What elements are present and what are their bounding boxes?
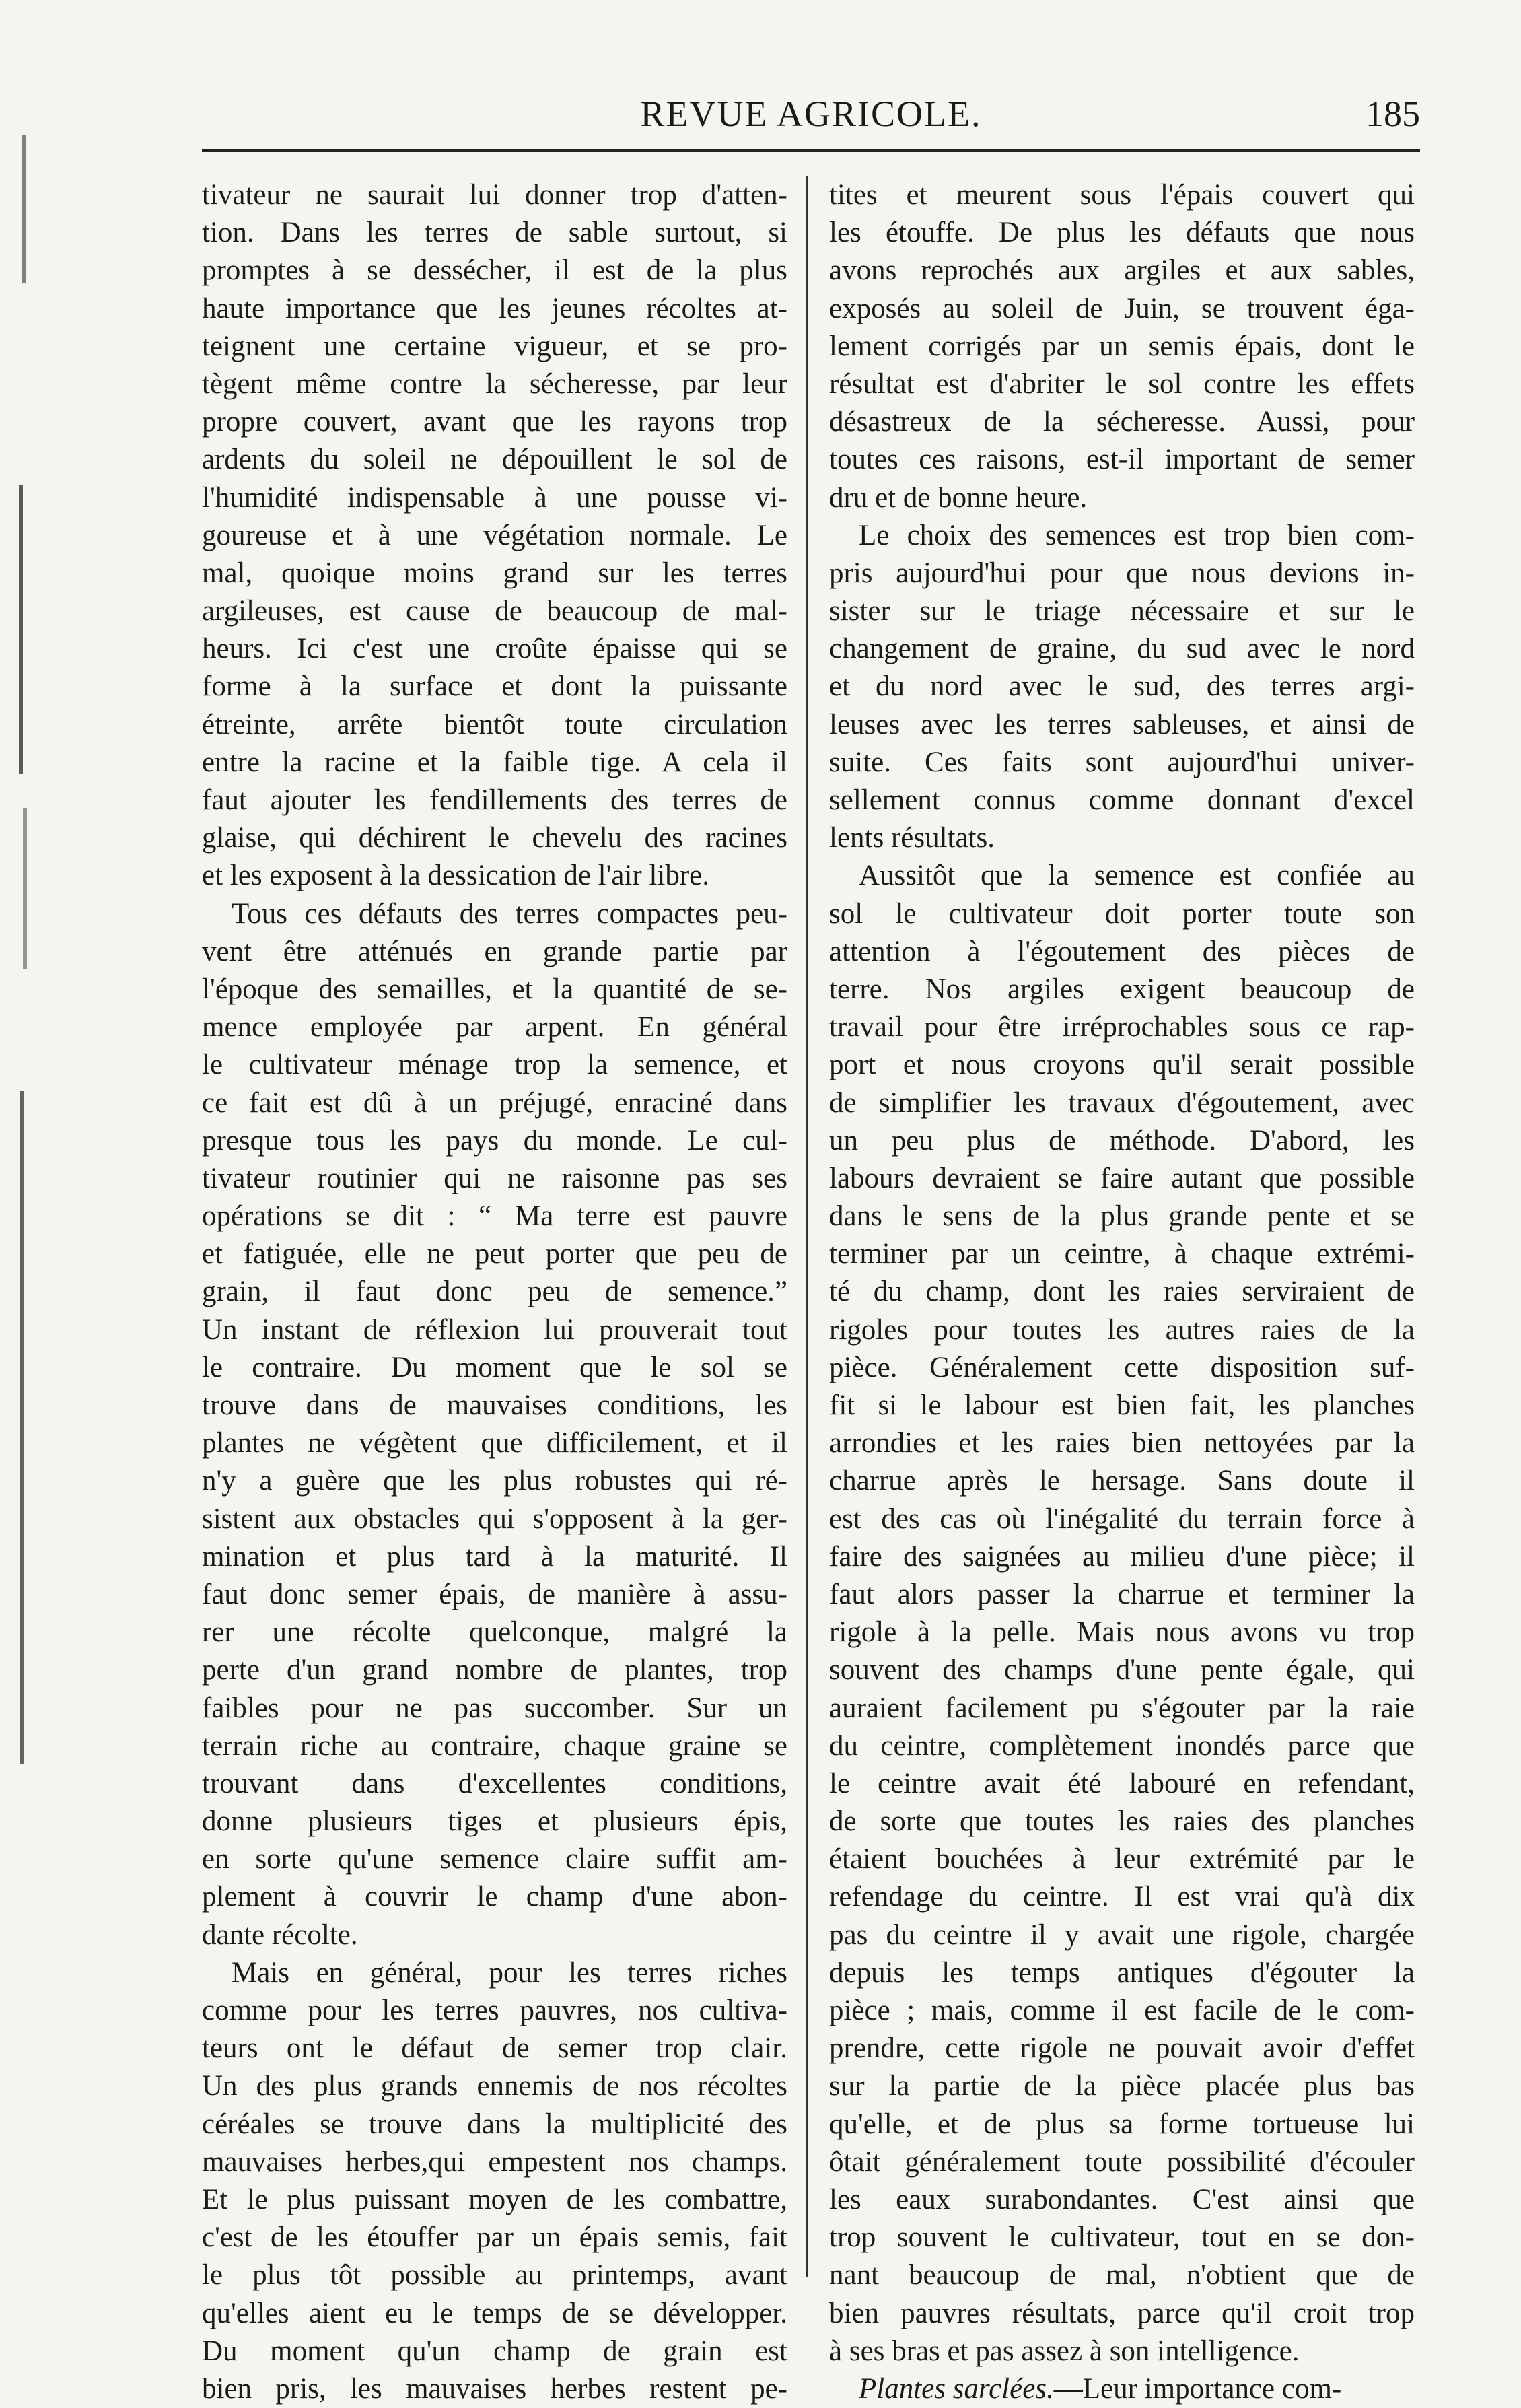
text-line: le plus tôt possible au printemps, avant <box>202 2259 787 2292</box>
text-line: plement à couvrir le champ d'une abon- <box>202 1881 787 1913</box>
text-line: de simplifier les travaux d'égoutement, avec <box>829 1087 1415 1119</box>
text-line: les eaux surabondantes. C'est ainsi que <box>829 2183 1415 2215</box>
text-line: plantes ne végètent que difficilement, et il <box>202 1427 787 1459</box>
text-line: port et nous croyons qu'il serait possible <box>829 1049 1415 1081</box>
text-line: trouvant dans d'excellentes conditions, <box>202 1767 787 1799</box>
text-line: et les exposent à la dessication de l'air libre. <box>202 860 710 892</box>
text-line: l'humidité indispensable à une pousse vi- <box>202 481 787 514</box>
text-line: bien pris, les mauvaises herbes restent pe- <box>202 2372 787 2405</box>
text-line: Le choix des semences est trop bien com- <box>859 519 1415 551</box>
text-line: en sorte qu'une semence claire suffit am- <box>202 1843 787 1876</box>
text-line: goureuse et à une végétation normale. Le <box>202 519 787 551</box>
text-line: ce fait est dû à un préjugé, enraciné dans <box>202 1087 787 1119</box>
text-line: ardents du soleil ne dépouillent le sol de <box>202 444 787 476</box>
text-line: sellement connus comme donnant d'excel <box>829 784 1415 816</box>
text-line: le cultivateur ménage trop la semence, et <box>202 1049 787 1081</box>
text-line: donne plusieurs tiges et plusieurs épis, <box>202 1805 787 1838</box>
text-line: les étouffe. De plus les défauts que nous <box>829 217 1415 249</box>
text-line: heurs. Ici c'est une croûte épaisse qui se <box>202 633 787 665</box>
text-line: exposés au soleil de Juin, se trouvent éga- <box>829 292 1415 324</box>
text-line: un peu plus de méthode. D'abord, les <box>829 1124 1415 1157</box>
text-line: céréales se trouve dans la multiplicité des <box>202 2108 787 2140</box>
text-line: faut alors passer la charrue et terminer la <box>829 1578 1415 1610</box>
text-line: Et le plus puissant moyen de les combattre, <box>202 2183 787 2215</box>
page-header <box>202 93 1420 140</box>
text-line: entre la racine et la faible tige. A cela il <box>202 746 787 778</box>
text-line: est des cas où l'inégalité du terrain force à <box>829 1503 1415 1535</box>
text-line: toutes ces raisons, est-il important de semer <box>829 444 1415 476</box>
text-line: c'est de les étouffer par un épais semis, fait <box>202 2222 787 2254</box>
text-line: rigole à la pelle. Mais nous avons vu trop <box>829 1616 1415 1649</box>
text-line: étaient bouchées à leur extrémité par le <box>829 1843 1415 1876</box>
text-line: arrondies et les raies bien nettoyées par la <box>829 1427 1415 1459</box>
text-line: terre. Nos argiles exigent beaucoup de <box>829 973 1415 1005</box>
text-line: presque tous les pays du monde. Le cul- <box>202 1124 787 1157</box>
text-line: lents résultats. <box>829 822 995 854</box>
text-line: opérations se dit : “ Ma terre est pauvre <box>202 1200 787 1233</box>
text-line: sister sur le triage nécessaire et sur le <box>829 595 1415 627</box>
text-line: suite. Ces faits sont aujourd'hui univer- <box>829 746 1415 778</box>
text-line: pris aujourd'hui pour que nous devions in- <box>829 557 1415 589</box>
text-line: rigoles pour toutes les autres raies de la <box>829 1313 1415 1346</box>
text-line: le contraire. Du moment que le sol se <box>202 1351 787 1383</box>
text-line: tivateur ne saurait lui donner trop d'atten- <box>202 179 787 211</box>
right-column <box>829 176 1415 2405</box>
text-line: fit si le labour est bien fait, les planches <box>829 1389 1415 1421</box>
text-line: sistent aux obstacles qui s'opposent à la ger- <box>202 1503 787 1535</box>
text-line: faut ajouter les fendillements des terres de <box>202 784 787 816</box>
text-line: Du moment qu'un champ de grain est <box>202 2335 787 2367</box>
header-rule <box>202 149 1420 152</box>
text-line: trouve dans de mauvaises conditions, les <box>202 1389 787 1421</box>
text-line: terrain riche au contraire, chaque graine se <box>202 1729 787 1762</box>
text-line: té du champ, dont les raies serviraient de <box>829 1276 1415 1308</box>
text-line: argileuses, est cause de beaucoup de mal- <box>202 595 787 627</box>
text-line: sur la partie de la pièce placée plus bas <box>829 2070 1415 2102</box>
text-line: n'y a guère que les plus robustes qui ré- <box>202 1465 787 1497</box>
text-line: depuis les temps antiques d'égouter la <box>829 1956 1415 1989</box>
text-line: Un des plus grands ennemis de nos récoltes <box>202 2070 787 2102</box>
text-line: qu'elles aient eu le temps de se développer. <box>202 2297 787 2329</box>
text-line: haute importance que les jeunes récoltes at- <box>202 292 787 324</box>
margin-bleed-through <box>15 135 35 1784</box>
page-number: 185 <box>1366 94 1420 134</box>
text-line: leuses avec les terres sableuses, et ainsi de <box>829 708 1415 741</box>
text-line: qu'elle, et de plus sa forme tortueuse lui <box>829 2108 1415 2140</box>
text-line: rer une récolte quelconque, malgré la <box>202 1616 787 1649</box>
section-text: —Leur importance com- <box>1053 2372 1342 2405</box>
text-line: avons reprochés aux argiles et aux sables, <box>829 254 1415 287</box>
text-line: grain, il faut donc peu de semence.” <box>202 1276 787 1308</box>
text-line: trop souvent le cultivateur, tout en se don- <box>829 2222 1415 2254</box>
text-line: tion. Dans les terres de sable surtout, si <box>202 217 787 249</box>
text-line: comme pour les terres pauvres, nos cultiva- <box>202 1995 787 2026</box>
text-line: de sorte que toutes les raies des planches <box>829 1805 1415 1838</box>
text-line: sol le cultivateur doit porter toute son <box>829 897 1415 930</box>
text-line: promptes à se dessécher, il est de la plus <box>202 254 787 287</box>
text-line: terminer par un ceintre, à chaque extrémi- <box>829 1238 1415 1270</box>
text-line: teignent une certaine vigueur, et se pro- <box>202 330 787 362</box>
text-line: mal, quoique moins grand sur les terres <box>202 557 787 589</box>
text-line: tivateur routinier qui ne raisonne pas ses <box>202 1162 787 1194</box>
text-line: dans le sens de la plus grande pente et se <box>829 1200 1415 1233</box>
section-heading: Plantes sarclées. <box>859 2372 1054 2405</box>
text-line: charrue après le hersage. Sans doute il <box>829 1465 1415 1497</box>
text-line: faire des saignées au milieu d'une pièce; il <box>829 1540 1415 1573</box>
text-line: refendage du ceintre. Il est vrai qu'à dix <box>829 1881 1415 1913</box>
text-line: lement corrigés par un semis épais, dont le <box>829 330 1415 362</box>
running-title: REVUE AGRICOLE. <box>640 94 982 134</box>
text-line: labours devraient se faire autant que possible <box>829 1162 1415 1194</box>
text-line: dru et de bonne heure. <box>829 481 1088 514</box>
section-heading-line <box>829 2370 1415 2408</box>
text-line: nant beaucoup de mal, n'obtient que de <box>829 2259 1415 2292</box>
text-line: glaise, qui déchirent le chevelu des racines <box>202 822 787 854</box>
text-line: pièce ; mais, comme il est facile de le com- <box>829 1995 1415 2026</box>
text-line: mination et plus tard à la maturité. Il <box>202 1540 787 1573</box>
text-line: prendre, cette rigole ne pouvait avoir d'effet <box>829 2032 1415 2065</box>
text-line: faut donc semer épais, de manière à assu- <box>202 1578 787 1610</box>
text-line: et fatiguée, elle ne peut porter que peu de <box>202 1238 787 1270</box>
text-line: auraient facilement pu s'égouter par la raie <box>829 1692 1415 1724</box>
text-line: pas du ceintre il y avait une rigole, chargée <box>829 1919 1415 1951</box>
text-line: tègent même contre la sécheresse, par leur <box>202 368 787 400</box>
text-line: travail pour être irréprochables sous ce rap- <box>829 1011 1415 1043</box>
text-line: étreinte, arrête bientôt toute circulation <box>202 708 787 741</box>
text-line: propre couvert, avant que les rayons trop <box>202 406 787 438</box>
text-line: vent être atténués en grande partie par <box>202 935 787 967</box>
text-line: perte d'un grand nombre de plantes, trop <box>202 1654 787 1686</box>
text-line: Un instant de réflexion lui prouverait tout <box>202 1313 787 1346</box>
text-line: faibles pour ne pas succomber. Sur un <box>202 1692 787 1724</box>
text-line: résultat est d'abriter le sol contre les effets <box>829 368 1415 400</box>
text-line: désastreux de la sécheresse. Aussi, pour <box>829 406 1415 438</box>
text-line: l'époque des semailles, et la quantité de se- <box>202 973 787 1005</box>
text-line: mauvaises herbes,qui empestent nos champs. <box>202 2145 787 2178</box>
text-line: forme à la surface et dont la puissante <box>202 670 787 703</box>
column-divider <box>806 176 808 2277</box>
text-line: attention à l'égoutement des pièces de <box>829 935 1415 967</box>
text-line: à ses bras et pas assez à son intelligence. <box>829 2335 1300 2367</box>
text-line: bien pauvres résultats, parce qu'il croit trop <box>829 2297 1415 2329</box>
text-line: dante récolte. <box>202 1919 358 1951</box>
text-line: mence employée par arpent. En général <box>202 1011 787 1043</box>
text-line: du ceintre, complètement inondés parce que <box>829 1729 1415 1762</box>
text-line: pièce. Généralement cette disposition suf- <box>829 1351 1415 1383</box>
text-line: Aussitôt que la semence est confiée au <box>859 860 1415 892</box>
left-column <box>202 176 787 2405</box>
text-line: souvent des champs d'une pente égale, qui <box>829 1654 1415 1686</box>
text-line: le ceintre avait été labouré en refendant, <box>829 1767 1415 1799</box>
text-line: Tous ces défauts des terres compactes peu- <box>232 897 787 930</box>
text-line: changement de graine, du sud avec le nord <box>829 633 1415 665</box>
text-line: et du nord avec le sud, des terres argi- <box>829 670 1415 703</box>
text-line: ôtait généralement toute possibilité d'écouler <box>829 2145 1415 2178</box>
text-line: teurs ont le défaut de semer trop clair. <box>202 2032 787 2065</box>
text-line: tites et meurent sous l'épais couvert qui <box>829 179 1415 211</box>
text-line: Mais en général, pour les terres riches <box>232 1956 787 1989</box>
